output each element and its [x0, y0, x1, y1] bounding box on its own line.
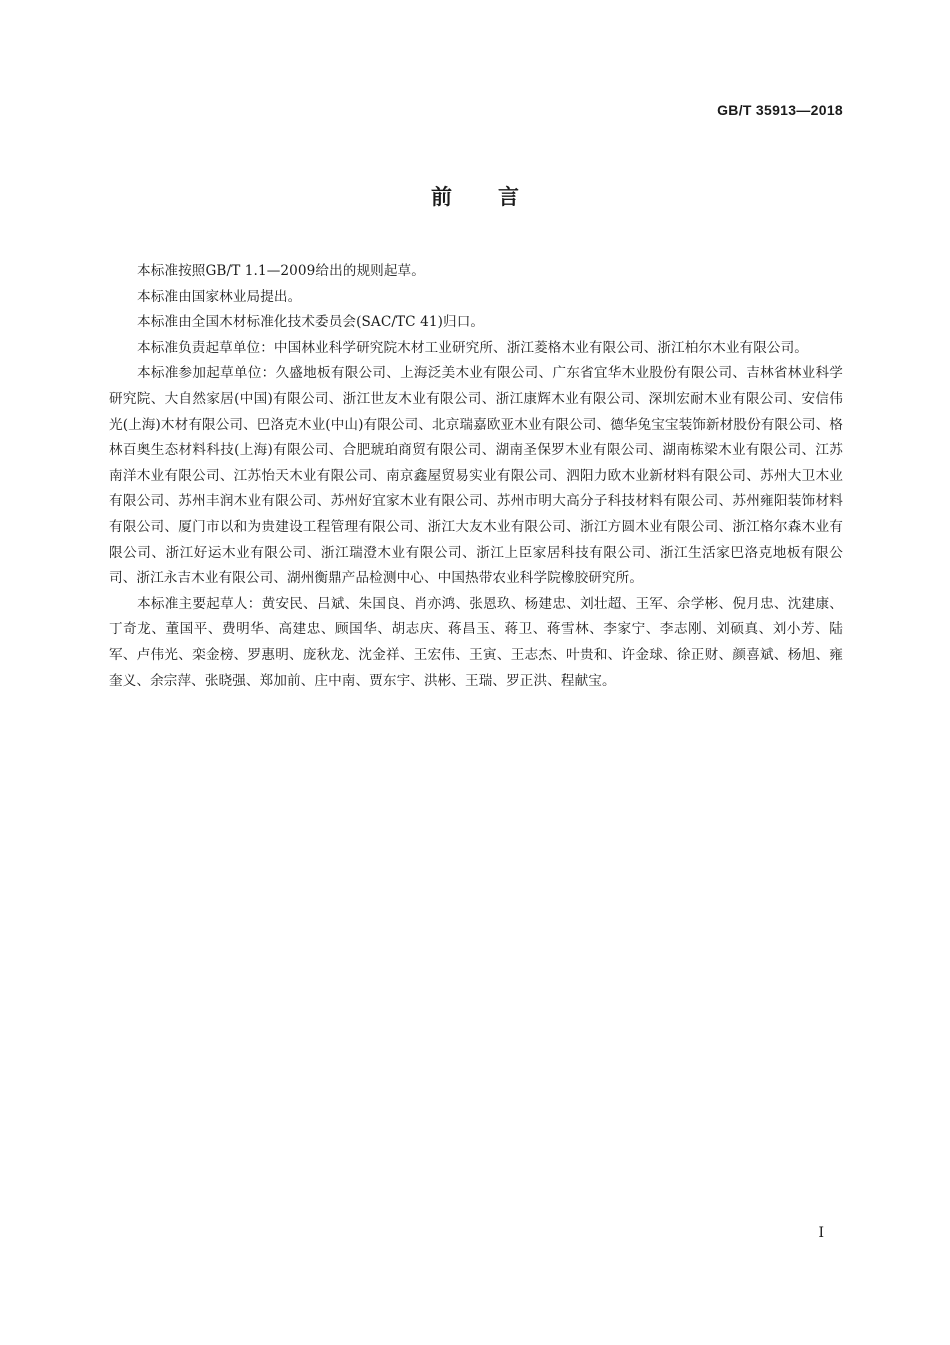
paragraph-participating-drafters: 本标准参加起草单位：久盛地板有限公司、上海泛美木业有限公司、广东省宜华木业股份有限公司、吉林省林业科学研究院、大自然家居(中国)有限公司、浙江世友木业有限公司、浙江康辉木业有限公司、深圳宏耐木业有限公司、安信伟光(上海)木材有限公司、巴洛克木业(中山)有限公司、北京瑞嘉欧亚木业有限公司、德华兔宝宝装饰新材股份有限公司、格林百奥生态材料科技(上海)有限公司、合肥琥珀商贸有限公司、湖南圣保罗木业有限公司、湖南栋梁木业有限公司、江苏南洋木业有限公司、江苏怡天木业有限公司、南京鑫屋贸易实业有限公司、泗阳力欧木业新材料有限公司、苏州大卫木业有限公司、苏州丰润木业有限公司、苏州好宜家木业有限公司、苏州市明大高分子科技材料有限公司、苏州雍阳装饰材料有限公司、厦门市以和为贵建设工程管理有限公司、浙江大友木业有限公司、浙江方圆木业有限公司、浙江格尔森木业有限公司、浙江好运木业有限公司、浙江瑞澄木业有限公司、浙江上臣家居科技有限公司、浙江生活家巴洛克地板有限公司、浙江永吉木业有限公司、湖州衡鼎产品检测中心、中国热带农业科学院橡胶研究所。 — [109, 365, 843, 587]
paragraph-drafting-rules: 本标准按照GB/T 1.1—2009给出的规则起草。 — [137, 263, 425, 279]
standard-number: GB/T 35913—2018 — [717, 102, 843, 118]
page-title: 前言 — [431, 185, 565, 209]
foreword-body — [109, 259, 843, 694]
paragraph-proposer: 本标准由国家林业局提出。 — [137, 288, 302, 305]
paragraph-lead-drafters: 本标准负责起草单位：中国林业科学研究院木材工业研究所、浙江菱格木业有限公司、浙江柏尔木业有限公司。 — [137, 339, 808, 356]
page-number: I — [818, 1225, 824, 1241]
paragraph-main-drafters: 本标准主要起草人：黄安民、吕斌、朱国良、肖亦鸿、张恩玖、杨建忠、刘壮超、王军、佘学彬、倪月忠、沈建康、丁奇龙、董国平、费明华、高建忠、顾国华、胡志庆、蒋昌玉、蒋卫、蒋雪林、李家宁、李志刚、刘硕真、刘小芳、陆军、卢伟光、栾金榜、罗惠明、庞秋龙、沈金祥、王宏伟、王寅、王志杰、叶贵和、许金球、徐正财、颜喜斌、杨旭、雍奎义、余宗萍、张晓强、郑加前、庄中南、贾东宇、洪彬、王瑞、罗正洪、程献宝。 — [109, 595, 843, 689]
paragraph-committee: 本标准由全国木材标准化技术委员会(SAC/TC 41)归口。 — [137, 314, 485, 331]
